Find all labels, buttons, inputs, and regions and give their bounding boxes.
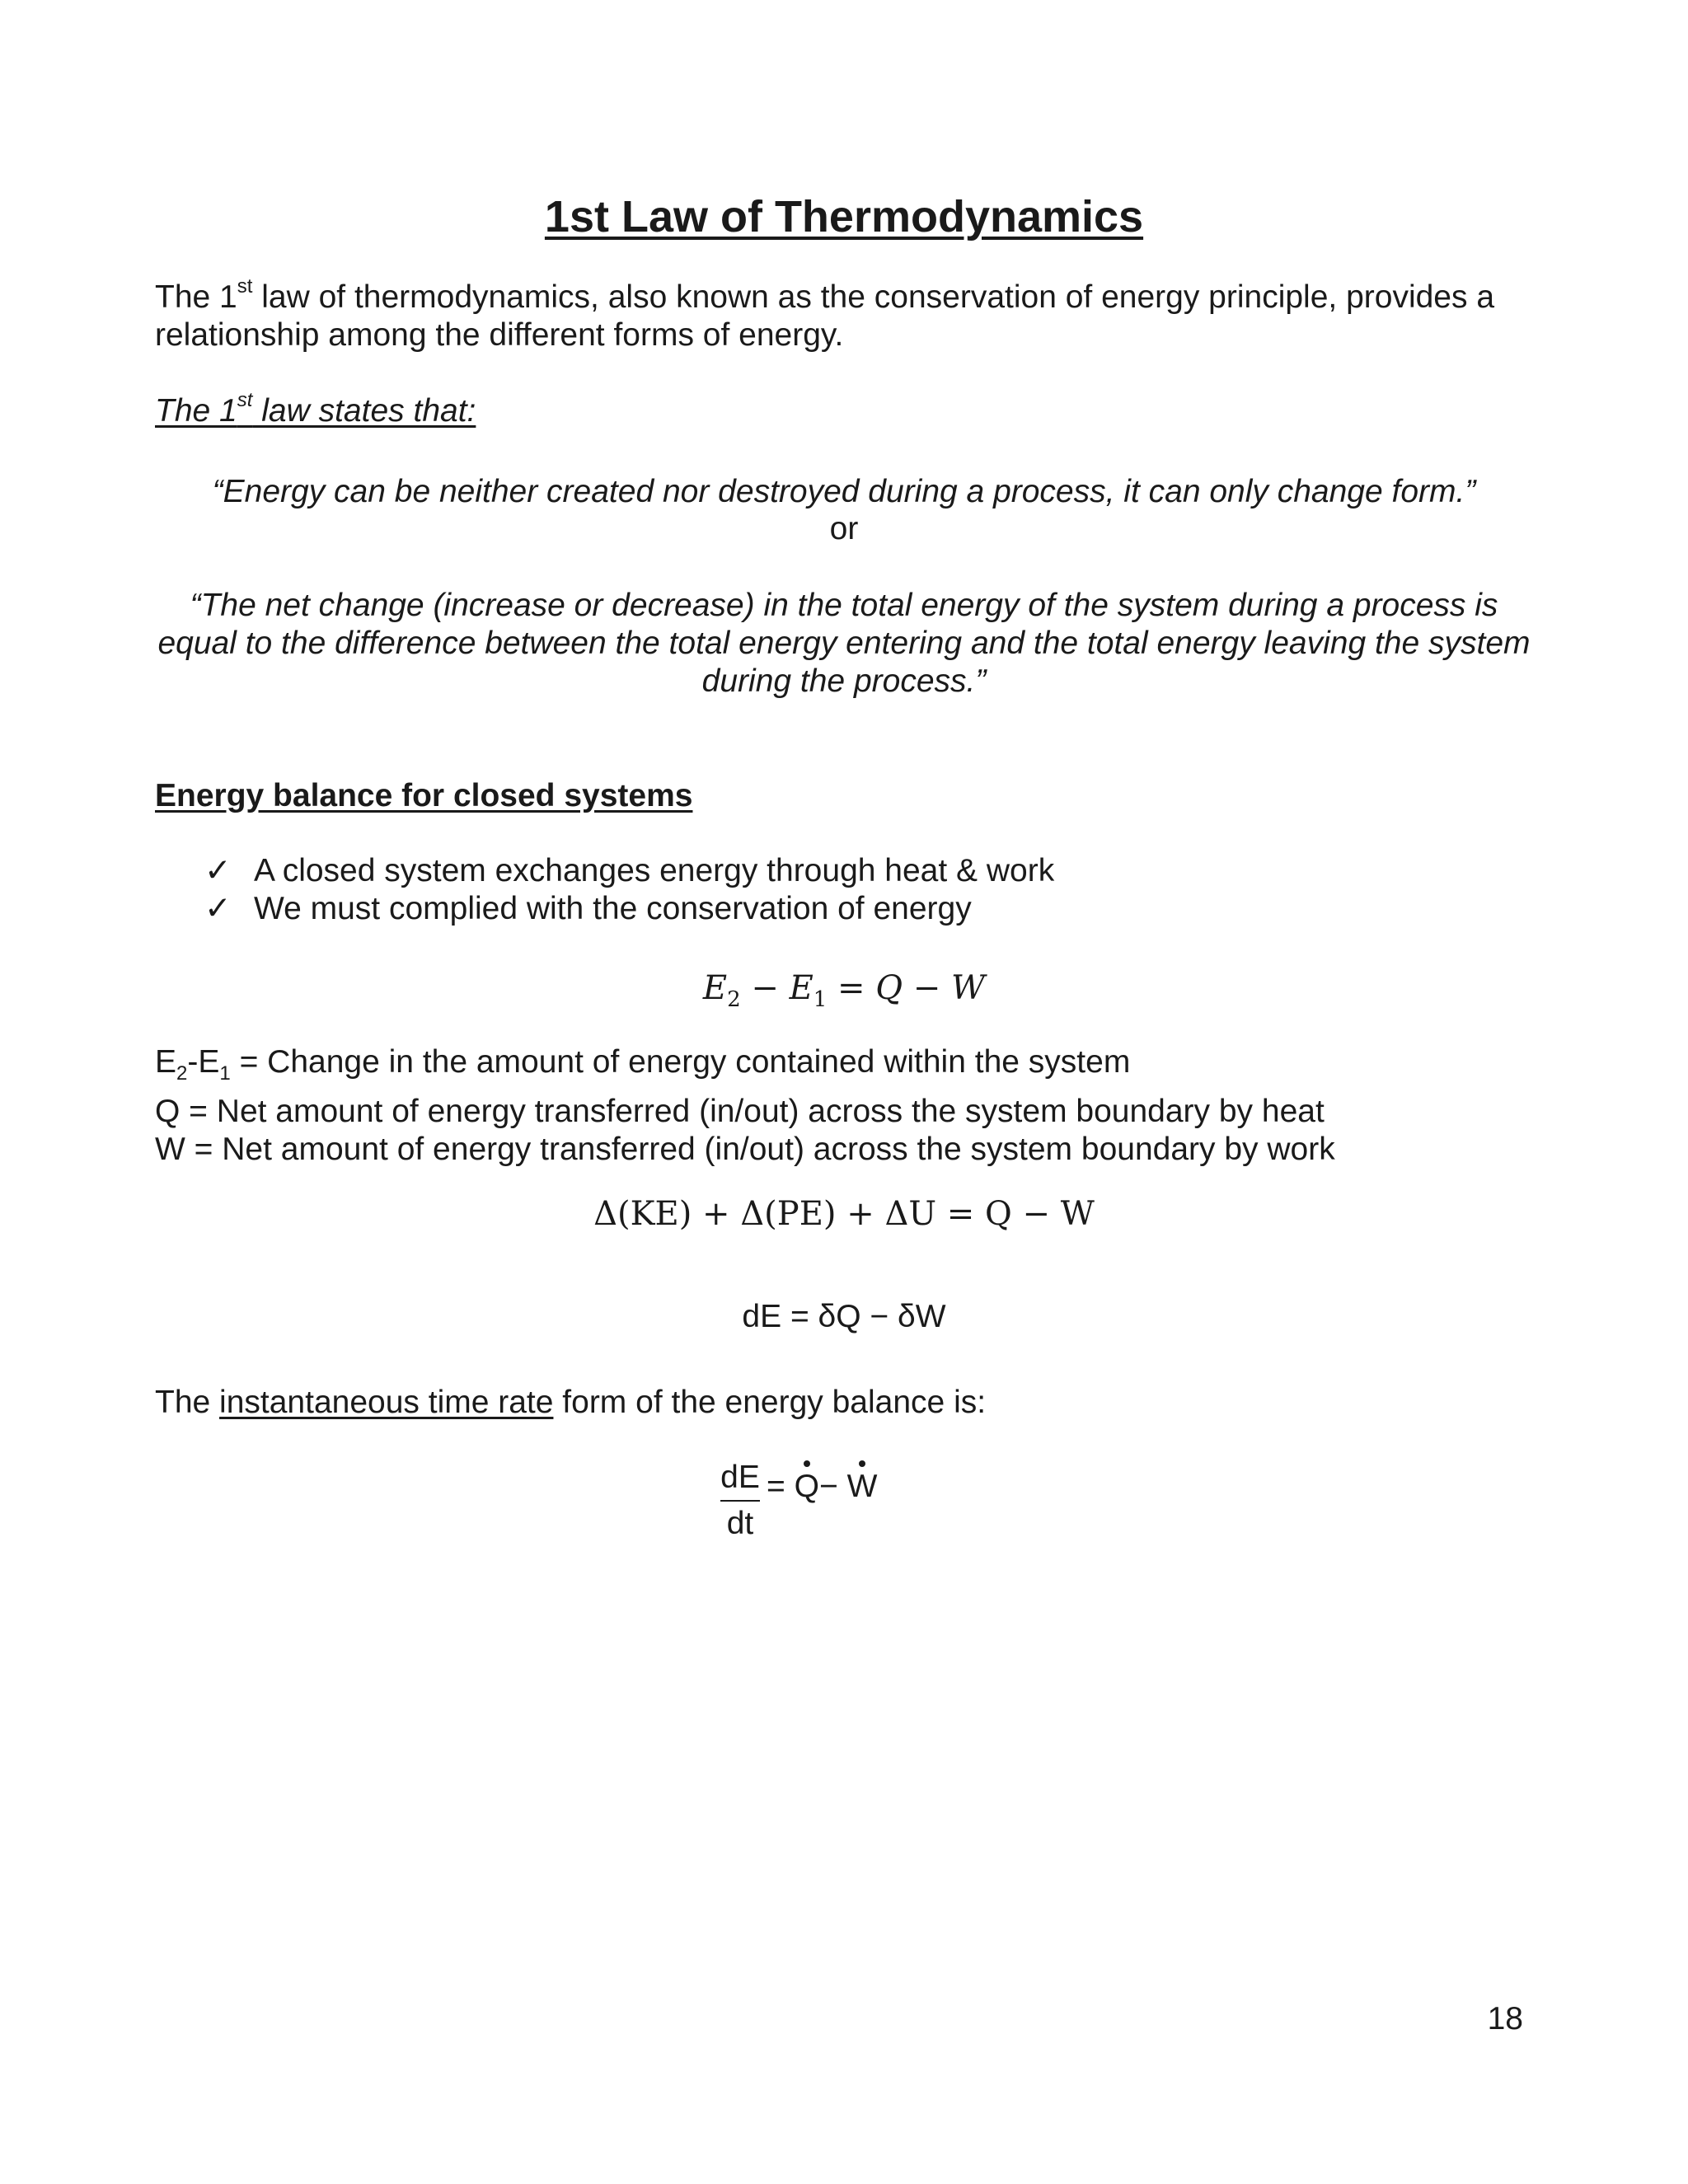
fraction-bar — [720, 1500, 760, 1502]
quote-energy-conservation: “Energy can be neither created nor destroyed during a process, it can only change form.” — [212, 474, 1476, 509]
page-number: 18 — [1487, 2001, 1523, 2036]
def-sub2: 2 — [176, 1062, 188, 1085]
def-sub1: 1 — [219, 1062, 231, 1085]
law-states-label — [155, 389, 476, 429]
page-title: 1st Law of Thermodynamics — [544, 192, 1144, 241]
q-dot: Q — [794, 1469, 819, 1504]
differential-energy-equation: dE = δQ − δW — [742, 1299, 946, 1334]
eq1-sub2: 2 — [727, 987, 741, 1012]
eq1-rest: = Q − W — [827, 969, 986, 1007]
states-text-rest: law states that: — [252, 393, 476, 429]
checkmark-icon: ✓ — [204, 853, 232, 888]
rate-underlined: instantaneous time rate — [219, 1385, 554, 1420]
bullet-item — [204, 890, 972, 928]
section-heading: Energy balance for closed systems — [155, 778, 693, 813]
definition-w: W = Net amount of energy transferred (in/out) across the system boundary by work — [155, 1131, 1335, 1167]
intro-text-rest: law of thermodynamics, also known as the conservation of energy principle, provides a relationship among the different forms of energy. — [155, 279, 1495, 353]
rate-form-sentence — [155, 1385, 986, 1421]
intro-text-start: The 1 — [155, 279, 237, 315]
bullet-item — [204, 852, 1054, 890]
eq1-e2: E — [702, 969, 728, 1007]
checkmark-icon: ✓ — [204, 891, 232, 926]
intro-paragraph — [155, 275, 1540, 354]
states-superscript: st — [237, 389, 253, 411]
fraction-denominator: dt — [726, 1506, 754, 1541]
energy-balance-equation — [0, 969, 1688, 1012]
eq1-sub1: 1 — [813, 987, 828, 1012]
def-e2: E — [155, 1044, 177, 1080]
bullet-text: A closed system exchanges energy through heat & work — [254, 853, 1055, 888]
rate-after: form of the energy balance is: — [553, 1385, 987, 1420]
rate-before: The — [155, 1385, 220, 1420]
fraction-numerator: dE — [720, 1460, 760, 1495]
def-e1: -E — [187, 1044, 220, 1080]
or-separator: or — [829, 511, 859, 546]
definition-q: Q = Net amount of energy transferred (in/out) across the system boundary by heat — [155, 1093, 1325, 1129]
def-text: = Change in the amount of energy contained within the system — [230, 1044, 1131, 1080]
w-dot: W — [846, 1469, 878, 1504]
eq1-e1: E — [789, 969, 814, 1007]
bullet-text: We must complied with the conservation of energy — [254, 891, 972, 926]
eq1-minus: − — [740, 969, 790, 1007]
definitions-list — [155, 1043, 1335, 1169]
rate-equation-rhs — [767, 1469, 877, 1505]
definition-delta-e — [155, 1043, 1335, 1093]
states-text-start: The 1 — [155, 393, 237, 429]
rate-fraction — [720, 1459, 760, 1543]
expanded-energy-equation: Δ(KE) + Δ(PE) + ΔU = Q − W — [593, 1195, 1095, 1233]
intro-superscript: st — [237, 275, 253, 298]
rate-minus: − — [818, 1469, 838, 1504]
quote-net-change: “The net change (increase or decrease) in the total energy of the system during a process is equal to the difference between the total energy entering and the total energy leaving the system during the process.” — [157, 588, 1531, 699]
rate-equals: = — [767, 1469, 785, 1504]
